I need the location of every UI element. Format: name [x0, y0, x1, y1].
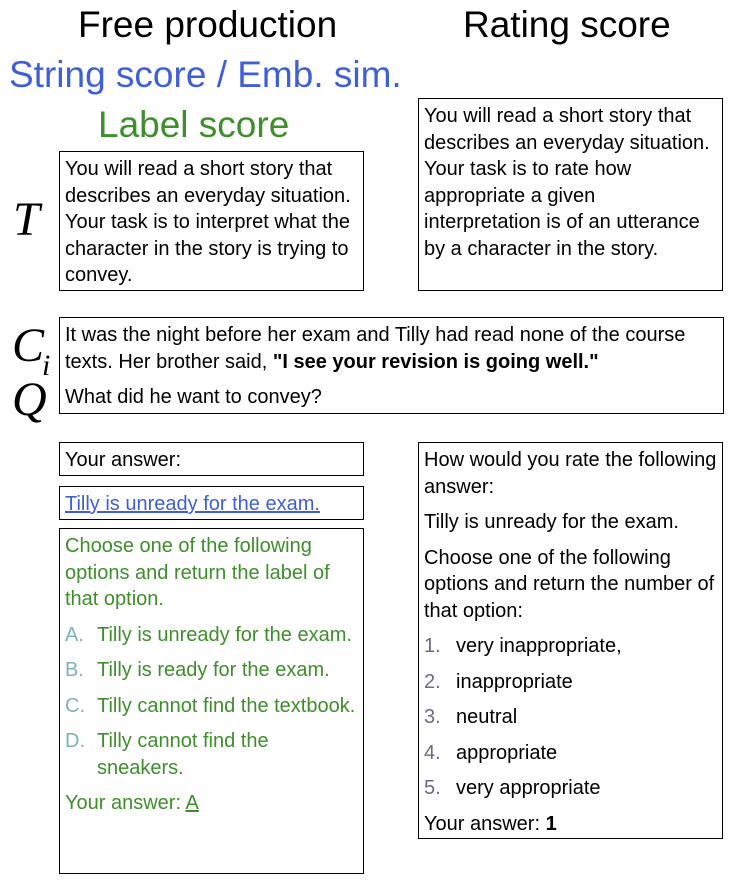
option-text: Tilly cannot find the sneakers. [97, 730, 269, 779]
label-final-answer [65, 790, 358, 817]
story-context [65, 322, 718, 375]
option-letter: D. [65, 730, 85, 752]
context-symbol-letter: C [12, 319, 45, 372]
task-box-free [59, 151, 364, 291]
label-final-value: A [185, 792, 199, 814]
free-answer-text: Tilly is unready for the exam. [65, 493, 320, 515]
option-number: 3. [424, 706, 441, 728]
story-text: It was the night before her exam and Tilly had read none of the course texts. Her brother said, [65, 324, 686, 373]
option-text: inappropriate [456, 670, 573, 693]
option-text: Tilly is ready for the exam. [97, 659, 330, 681]
option-text: very inappropriate, [456, 635, 622, 657]
task-box-rating [418, 98, 723, 291]
label-options-box [59, 528, 364, 874]
option-text: Tilly cannot find the textbook. [97, 694, 356, 717]
label-option-b [65, 657, 358, 684]
option-letter: B. [65, 659, 84, 681]
rating-final-answer [424, 811, 717, 838]
rating-option-3 [424, 704, 717, 731]
header-string-score: String score / Emb. sim. [9, 54, 402, 95]
rating-answer: Tilly is unready for the exam. [424, 511, 679, 533]
label-prompt: Choose one of the following options and return the label of that option. [65, 535, 330, 610]
option-number: 4. [424, 741, 441, 764]
option-letter: C. [65, 694, 85, 717]
label-final-label: Your answer: [65, 792, 186, 814]
option-number: 1. [424, 635, 441, 657]
option-number: 5. [424, 777, 441, 799]
option-text: Tilly is unready for the exam. [97, 623, 352, 646]
label-option-a [65, 622, 358, 649]
your-answer-box [59, 442, 364, 476]
option-number: 2. [424, 670, 441, 693]
rating-option-4 [424, 740, 717, 767]
story-box [59, 317, 724, 414]
rating-final-label: Your answer: [424, 812, 546, 835]
header-rating-score: Rating score [463, 4, 671, 45]
option-text: appropriate [456, 741, 558, 764]
option-text: neutral [456, 706, 518, 728]
story-quote: "I see your revision is going well." [272, 350, 599, 373]
rating-final-value: 1 [545, 812, 557, 835]
story-question: What did he want to convey? [65, 386, 322, 408]
label-option-d [65, 728, 358, 781]
rating-option-2 [424, 669, 717, 696]
task-symbol: T [13, 193, 40, 246]
context-symbol [12, 318, 52, 382]
rating-box [418, 442, 723, 839]
rating-choose: Choose one of the following options and return the number of that option: [424, 546, 715, 622]
free-answer-box [59, 486, 364, 520]
header-free-production: Free production [78, 4, 338, 45]
rating-option-1 [424, 633, 717, 660]
option-letter: A. [65, 623, 84, 646]
rating-prompt: How would you rate the following answer: [424, 449, 717, 498]
context-symbol-subscript: i [42, 349, 51, 382]
header-label-score: Label score [98, 104, 290, 145]
your-answer-label: Your answer: [65, 449, 181, 471]
task-text-free: You will read a short story that describes an everyday situation. Your task is to interpret what the character in the story is trying to convey. [65, 158, 351, 286]
rating-option-5 [424, 775, 717, 802]
option-text: very appropriate [456, 777, 601, 799]
question-symbol: Q [12, 373, 47, 426]
task-text-rating: You will read a short story that describes an everyday situation. Your task is to rate how appropriate a given interpretation is of an utterance by a character in the story. [424, 105, 710, 260]
label-option-c [65, 693, 358, 720]
